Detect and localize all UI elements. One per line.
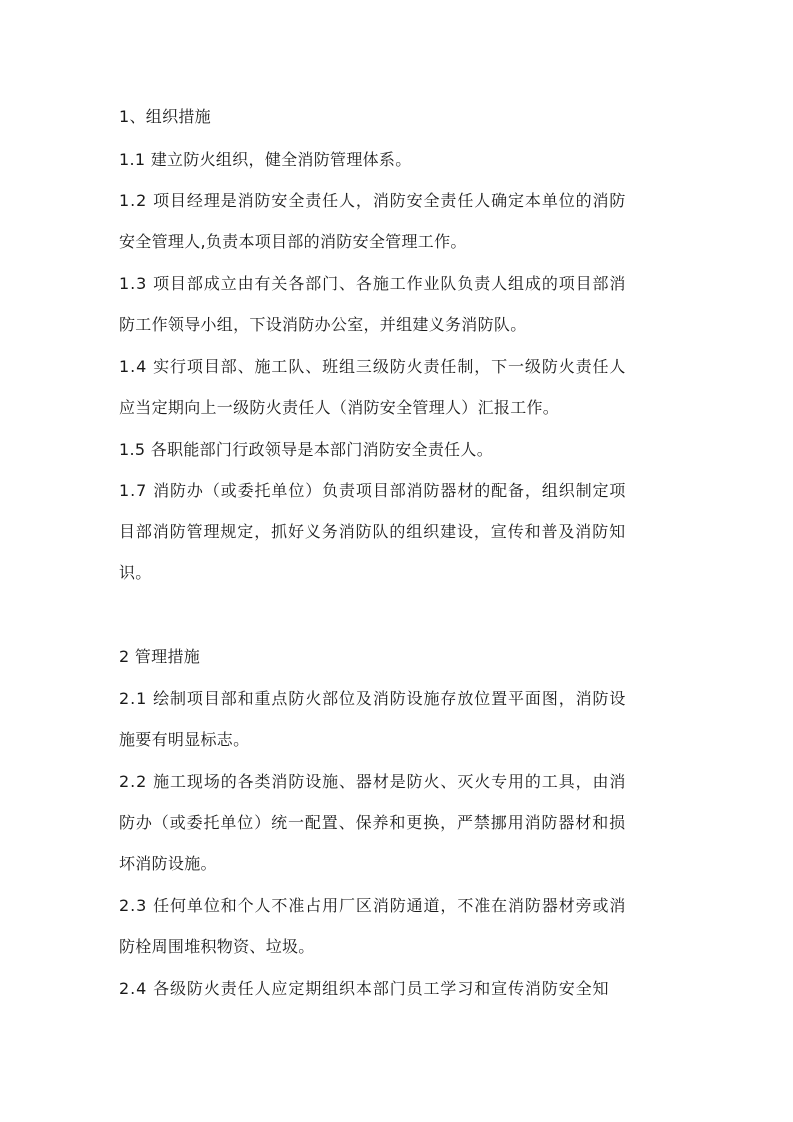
item-2-3-line-2: 防栓周围堆积物资、垃圾。 — [119, 937, 315, 956]
item-2-2-line-2: 防办（或委托单位）统一配置、保养和更换，严禁挪用消防器材和损 — [119, 813, 627, 832]
item-2-4-line-1: 2.4 各级防火责任人应定期组织本部门员工学习和宣传消防安全知 — [119, 979, 610, 998]
item-1-7-line-1: 1.7 消防办（或委托单位）负责项目部消防器材的配备，组织制定项 — [119, 481, 627, 500]
section1-heading: 1、组织措施 — [119, 107, 211, 126]
item-1-3-line-2: 防工作领导小组，下设消防办公室，并组建义务消防队。 — [119, 315, 527, 334]
item-1-4-line-1: 1.4 实行项目部、施工队、班组三级防火责任制，下一级防火责任人 — [119, 357, 627, 376]
item-2-1-line-2: 施要有明显标志。 — [119, 730, 250, 749]
section2-heading: 2 管理措施 — [119, 647, 201, 666]
item-1-4-line-2: 应当定期向上一级防火责任人（消防安全管理人）汇报工作。 — [119, 398, 560, 417]
item-1-5-line-1: 1.5 各职能部门行政领导是本部门消防安全责任人。 — [119, 440, 494, 459]
item-1-7-line-2: 目部消防管理规定，抓好义务消防队的组织建设，宣传和普及消防知 — [119, 522, 627, 541]
item-2-2-line-3: 坏消防设施。 — [119, 854, 217, 873]
item-1-1-line-1: 1.1 建立防火组织，健全消防管理体系。 — [119, 150, 412, 169]
item-1-3-line-1: 1.3 项目部成立由有关各部门、各施工作业队负责人组成的项目部消 — [119, 274, 627, 293]
item-1-2-line-1: 1.2 项目经理是消防安全责任人，消防安全责任人确定本单位的消防 — [119, 191, 627, 210]
item-2-3-line-1: 2.3 任何单位和个人不准占用厂区消防通道，不准在消防器材旁或消 — [119, 896, 627, 915]
item-2-2-line-1: 2.2 施工现场的各类消防设施、器材是防火、灭火专用的工具，由消 — [119, 772, 627, 791]
item-2-1-line-1: 2.1 绘制项目部和重点防火部位及消防设施存放位置平面图，消防设 — [119, 689, 627, 708]
item-1-7-line-3: 识。 — [119, 563, 152, 582]
item-1-2-line-2: 安全管理人,负责本项目部的消防安全管理工作。 — [119, 232, 467, 251]
